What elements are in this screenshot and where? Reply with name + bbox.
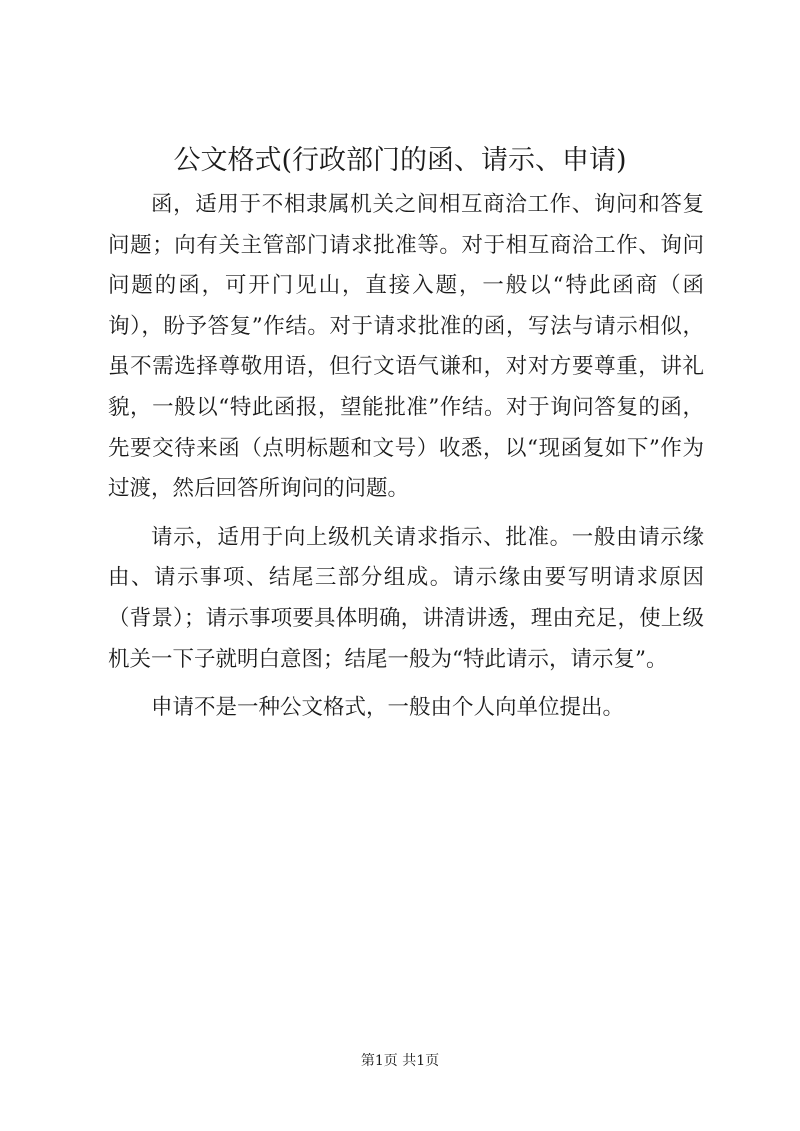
paragraph-application: 申请不是一种公文格式，一般由个人向单位提出。 [151, 695, 625, 721]
paragraph-letter: 函，适用于不相隶属机关之间相互商洽工作、询问和答复问题；向有关主管部门请求批准等。对于相互商洽工作、询问问题的函，可开门见山，直接入题，一般以“特此函商（函询），盼予答复”作结。对于请求批准的函，写法与请示相似，虽不需选择尊敬用语，但行文语气谦和，对对方要尊重，讲礼貌，一般以“特此函报，望能批准”作结。对于询问答复的函，先要交待来函（点明标题和文号）收悉，以“现函复如下”作为过渡，然后回答所询问的问题。 [108, 192, 704, 502]
document-title: 公文格式(行政部门的函、请示、申请) [173, 145, 627, 176]
page-footer: 第1页 共1页 [360, 1053, 440, 1069]
document-body [108, 185, 704, 737]
paragraph-request: 请示，适用于向上级机关请求指示、批准。一般由请示缘由、请示事项、结尾三部分组成。请示缘由要写明请求原因（背景）；请示事项要具体明确，讲清讲透，理由充足，使上级机关一下子就明白意图；结尾一般为“特此请示，请示复”。 [108, 524, 704, 672]
